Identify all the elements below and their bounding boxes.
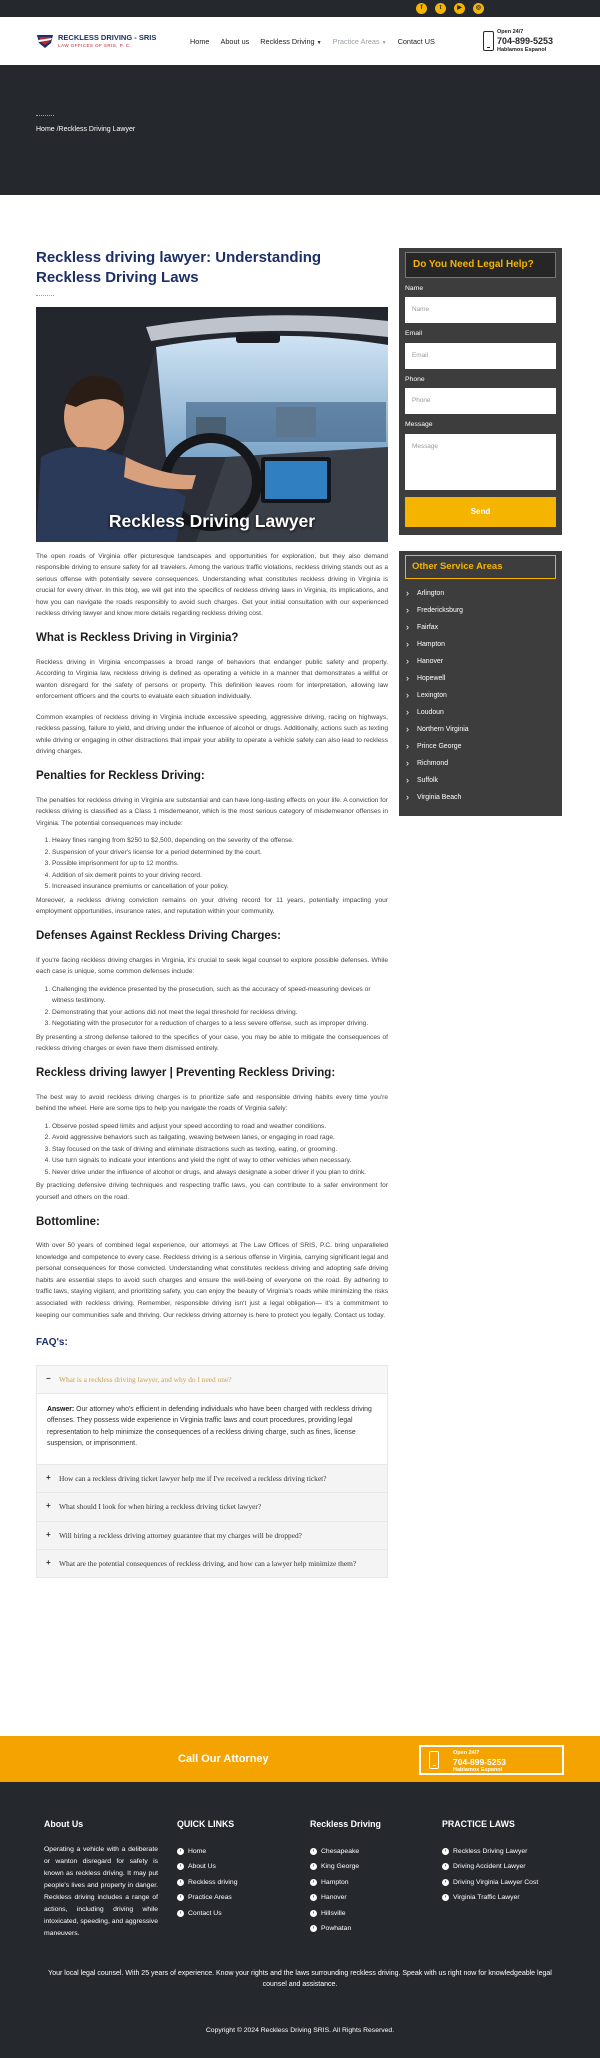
chevron-right-icon: › [442,1863,449,1870]
footer-link[interactable] [442,1859,538,1875]
nav-home[interactable]: Home [190,37,210,46]
footer-link[interactable] [310,1906,381,1922]
service-area-label: Hopewell [417,675,446,683]
chevron-down-icon: ▼ [381,40,387,46]
nav-practice-areas[interactable] [333,36,387,48]
faq-question-text: What should I look for when hiring a reckless driving ticket lawyer? [59,1502,262,1512]
penalties-paragraph: The penalties for reckless driving in Virginia are substantial and can have long-lasting effects on your life. A conviction for reckless driving is classified as a Class 1 misdemeanor, which is the most serious category of misdemeanor offenses in Virginia. The potential consequences may include: [36,796,388,827]
chevron-right-icon: › [310,1925,317,1932]
preventing-list [52,1121,388,1179]
preventing-paragraph: The best way to avoid reckless driving charges is to prioritize safe and responsible driving habits every time you're behind the wheel. Here are some tips to help you navigate the roads of Virginia safely: [36,1093,388,1113]
footer-link[interactable] [442,1844,538,1860]
phone-input[interactable]: Phone [405,388,556,414]
footer-link-label: Driving Virginia Lawyer Cost [453,1878,539,1886]
chevron-right-icon: › [406,690,409,701]
plus-icon: + [46,1472,51,1482]
chevron-right-icon: › [406,673,409,684]
heading-preventing: Reckless driving lawyer | Preventing Reckless Driving: [36,1066,336,1079]
footer-link[interactable] [177,1859,237,1875]
faq-question[interactable] [37,1549,387,1577]
footer-link-label: Chesapeake [321,1847,360,1855]
service-area-link[interactable] [405,687,556,704]
service-area-link[interactable] [405,653,556,670]
faq-question-open[interactable] [37,1366,387,1393]
header-phone[interactable] [483,28,563,56]
footer-link[interactable] [310,1844,381,1860]
footer-reckless-driving-title: Reckless Driving [310,1819,381,1829]
plus-icon: + [46,1529,51,1539]
chevron-right-icon: › [177,1848,184,1855]
footer-link[interactable] [177,1844,237,1860]
page-title: Reckless driving lawyer: Understanding Reckless Driving Laws [36,249,322,287]
service-area-label: Suffolk [417,777,438,785]
message-textarea[interactable]: Message [405,434,556,490]
footer-link-label: Driving Accident Lawyer [453,1863,526,1871]
cta-language: Hablamos Espanol [453,1767,503,1773]
defenses-paragraph: If you're facing reckless driving charges in Virginia, it's crucial to seek legal counsel to explore possible defenses. While each case is unique, some common defenses include: [36,956,388,976]
service-area-link[interactable] [405,772,556,789]
name-label: Name [405,284,424,292]
chevron-right-icon: › [310,1863,317,1870]
faq-accordion [36,1365,388,1579]
message-label: Message [405,421,433,429]
list-item: 1. Observe posted speed limits and adjust your speed according to road and weather conditions. [52,1121,388,1133]
service-area-label: Lexington [417,692,447,700]
article [36,248,388,1578]
car-interior-illustration [36,307,388,542]
footer-link[interactable] [177,1875,237,1891]
footer-about-title: About Us [44,1819,84,1829]
phone-open-hours: Open 24/7 [497,29,524,35]
chevron-right-icon: › [406,741,409,752]
phone-number: 704-899-5253 [497,36,554,46]
faq-question-text: What is a reckless driving lawyer, and why do I need one? [59,1374,232,1384]
footer-about [44,1818,158,1940]
footer-quick-links [177,1818,237,1921]
send-button[interactable]: Send [405,497,556,527]
page-banner [0,65,600,195]
footer-link-label: Virginia Traffic Lawyer [453,1894,520,1902]
defenses-list [52,984,388,1030]
name-input[interactable]: Name [405,297,556,323]
footer-quick-links-title: QUICK LINKS [177,1819,235,1829]
phone-language: Hablamos Espanol [497,47,547,53]
copyright: Copyright © 2024 Reckless Driving SRIS. All Rights Reserved. [205,2027,395,2034]
footer-link[interactable] [442,1890,538,1906]
list-item: 4. Addition of six demerit points to your driving record. [52,870,388,882]
chevron-right-icon: › [406,758,409,769]
list-item: 1. Challenging the evidence presented by the prosecution, such as the accuracy of speed-measuring devices or witness testimony. [52,984,388,1007]
chevron-right-icon: › [177,1894,184,1901]
mobile-phone-icon [429,1751,439,1769]
email-input[interactable]: Email [405,343,556,369]
faq-question[interactable] [37,1492,387,1520]
list-item: 5. Never drive under the influence of alcohol or drugs, and always designate a sober driver if you plan to drink. [52,1167,388,1179]
list-item: 2. Demonstrating that your actions did not meet the legal threshold for reckless driving. [52,1007,388,1019]
what-paragraph-2: Common examples of reckless driving in Virginia include excessive speeding, aggressive driving, racing on highways, reckless passing, failure to yield, and driving under the influence of alcohol or drugs. Additionally, actions such as texting while driving or engaging in other distractions that impair your ability to operate a vehicle safely can also lead to reckless driving charges. [36,713,388,756]
bottomline-paragraph: With over 50 years of combined legal experience, our attorneys at The Law Offices of SRIS, P.C. bring unparalleled knowledge and competence to every case. Reckless driving is a serious offense in Virginia, carrying significant legal and personal consequences for those convicted. Understanding what constitutes reckless driving and adopting safe driving habits are essential steps to avoid such charges and ensure the well-being of everyone on the road. By adhering to traffic laws, staying vigilant, and prioritizing safety, you can enjoy the beauty of Virginia's roads while minimizing the risks associated with reckless driving. Remember, responsible driving isn't just a legal obligation— it's a commitment to keeping our communities safe and thriving. Our reckless driving attorney is here to protect you legally. Contact us today. [36,1242,388,1319]
minus-icon: − [46,1373,51,1383]
list-item: 3. Negotiating with the prosecutor for a reduction of charges to a less severe offense, such as improper driving. [52,1018,388,1030]
nav-reckless-driving-label: Reckless Driving [260,37,315,46]
list-item: 2. Avoid aggressive behaviors such as tailgating, weaving between lanes, or engaging in road rage. [52,1132,388,1144]
faq-question-text: Will hiring a reckless driving attorney guarantee that my charges will be dropped? [59,1530,302,1540]
faq-answer-label: Answer: [47,1406,75,1414]
chevron-right-icon: › [310,1848,317,1855]
banner-divider [36,115,54,116]
penalties-after-paragraph: Moreover, a reckless driving conviction remains on your driving record for 11 years, potentially impacting your employment opportunities, insurance rates, and reputation within your community. [36,896,388,916]
chevron-right-icon: › [406,656,409,667]
service-area-label: Fairfax [417,624,439,632]
service-area-link[interactable] [405,755,556,772]
list-item: 2. Suspension of your driver's license for a period determined by the court. [52,847,388,859]
top-bar [0,0,600,17]
footer-link-label: About Us [188,1863,216,1871]
footer-link-label: Reckless driving [188,1878,238,1886]
call-attorney-bar [0,1736,600,1782]
service-areas [399,551,562,817]
twitter-icon[interactable]: t [435,3,446,14]
service-areas-list [405,585,556,806]
logo-subtitle: LAW OFFICES OF SRIS, P. C. [58,43,132,48]
service-area-link[interactable] [405,670,556,687]
main-nav [190,36,435,48]
site-header [0,17,600,65]
plus-icon: + [46,1501,51,1511]
nav-about[interactable]: About us [220,37,250,46]
chevron-right-icon: › [406,775,409,786]
instagram-icon[interactable]: ◎ [473,3,484,14]
plus-icon: + [46,1558,51,1567]
footer-link[interactable] [310,1859,381,1875]
footer-link-label: Hanover [321,1894,347,1902]
nav-contact[interactable]: Contact US [397,37,435,46]
faq-question-text: How can a reckless driving ticket lawyer help me if I've received a reckless driving ticket? [59,1473,327,1483]
cta-phone-number: 704-899-5253 [453,1757,506,1767]
chevron-right-icon: › [406,605,409,616]
list-item: 3. Possible imprisonment for up to 12 months. [52,858,388,870]
intro-paragraph: The open roads of Virginia offer picturesque landscapes and opportunities for exploration, but they also demand responsible driving to ensure safety for all travelers. Among the various traffic violations, reckless driving stands out as a serious offense with potentially severe consequences. Understanding what constitutes reckless driving in Virginia is crucial for every driver. In this blog, we will get into the specifics of reckless driving laws in Virginia, its implications, and how you can navigate the roads responsibly to avoid such charges. Get your initial consultation with our experienced reckless driving lawyer and know more details regarding reckless driving cost. [36,552,388,618]
service-area-link[interactable] [405,704,556,721]
footer-link-label: Home [188,1847,207,1855]
what-paragraph-1: Reckless driving in Virginia encompasses a broad range of behaviors that endanger public safety and property. According to Virginia law, reckless driving is defined as operating a vehicle in a manner that demonstrates a willful or wanton disregard for the safety of persons or property. This definition leaves room for interpretation, allowing law enforcement officers and the courts to evaluate each situation individually. [36,658,388,701]
service-area-link[interactable] [405,721,556,738]
service-area-label: Virginia Beach [417,794,462,802]
chevron-right-icon: › [177,1863,184,1870]
footer-link-label: Hampton [321,1878,349,1886]
youtube-icon[interactable]: ▶ [454,3,465,14]
service-area-link[interactable] [405,738,556,755]
service-area-label: Fredericksburg [417,607,463,615]
logo-name: RECKLESS DRIVING - SRIS [58,33,157,42]
penalties-list [52,835,388,893]
hero-caption: Reckless Driving Lawyer [108,511,316,532]
service-area-link[interactable] [405,636,556,653]
footer-link-label: Practice Areas [188,1894,232,1902]
heading-penalties: Penalties for Reckless Driving: [36,769,205,782]
faq-answer-text: Our attorney who's efficient in defending individuals who have been charged with reckless driving offenses. They possess wide experience in Virginia traffic laws and court procedures, providing legal representation to help minimize the consequences of a reckless driving charge, such as fines, license suspension, or imprisonment. [47,1406,372,1448]
facebook-icon[interactable]: f [416,3,427,14]
service-area-label: Loudoun [417,709,444,717]
footer-link[interactable] [177,1906,237,1922]
chevron-right-icon: › [442,1879,449,1886]
faq-heading: FAQ's: [36,1337,68,1349]
hero-image [36,307,388,542]
defenses-after-paragraph: By presenting a strong defense tailored to the specifics of your case, you may be able to mitigate the consequences of reckless driving charges or even have them dismissed entirely. [36,1033,388,1053]
footer-link[interactable] [177,1890,237,1906]
chevron-right-icon: › [406,724,409,735]
breadcrumb[interactable]: Home /Reckless Driving Lawyer [36,126,136,133]
chevron-right-icon: › [406,622,409,633]
cta-open-hours: Open 24/7 [453,1750,480,1756]
footer-link-label: Reckless Driving Lawyer [453,1847,528,1855]
footer-practice-laws [442,1818,538,1906]
footer-link-label: Powhatan [321,1925,352,1933]
footer-link[interactable] [310,1875,381,1891]
site-logo[interactable] [36,31,157,53]
heading-what-is: What is Reckless Driving in Virginia? [36,631,239,644]
preventing-after-paragraph: By practicing defensive driving techniques and respecting traffic laws, you can contribute to a safer environment for yourself and others on the road. [36,1182,388,1201]
faq-question[interactable] [37,1521,387,1549]
footer-link[interactable] [310,1921,381,1937]
chevron-right-icon: › [177,1910,184,1917]
chevron-right-icon: › [442,1894,449,1901]
footer-link[interactable] [442,1875,538,1891]
chevron-right-icon: › [406,639,409,650]
service-area-label: Hanover [417,658,444,666]
service-area-label: Richmond [417,760,449,768]
chevron-right-icon: › [177,1879,184,1886]
footer-link[interactable] [310,1890,381,1906]
service-area-link[interactable] [405,619,556,636]
faq-answer [37,1393,387,1464]
list-item: 3. Stay focused on the task of driving and eliminate distractions such as texting, eating, or grooming. [52,1144,388,1156]
faq-question[interactable] [37,1464,387,1492]
footer-practice-laws-title: PRACTICE LAWS [442,1819,515,1829]
list-item: 1. Heavy fines ranging from $250 to $2,500, depending on the severity of the offense. [52,835,388,847]
chevron-right-icon: › [310,1879,317,1886]
service-area-label: Hampton [417,641,445,649]
nav-reckless-driving[interactable] [260,36,321,48]
footer-note: Your local legal counsel. With 25 years of experience. Know your rights and the laws surrounding reckless driving. Speak with us right now for knowledgeable legal counsel and assistance. [48,1970,552,1989]
nav-practice-areas-label: Practice Areas [332,37,380,46]
site-footer [0,1782,600,2058]
chevron-down-icon: ▼ [316,40,322,46]
service-area-label: Prince George [417,743,462,751]
footer-about-text: Operating a vehicle with a deliberate or wanton disregard for safety is known as reckless driving. It may put people's lives and property in danger. Reckless driving includes a range of actions, including driving while intoxicated, speeding, and aggressive maneuvers. [44,1845,158,1938]
sidebar [399,248,562,816]
service-area-link[interactable] [405,789,556,806]
chevron-right-icon: › [406,707,409,718]
service-area-label: Northern Virginia [417,726,469,734]
list-item: 4. Use turn signals to indicate your intentions and yield the right of way to other vehicles when necessary. [52,1155,388,1167]
service-area-link[interactable] [405,602,556,619]
faq-question-text: What are the potential consequences of reckless driving, and how can a lawyer help minimize them? [59,1559,357,1568]
logo-shield-icon [36,33,54,49]
chevron-right-icon: › [310,1894,317,1901]
chevron-right-icon: › [442,1848,449,1855]
service-areas-title: Other Service Areas [405,555,556,580]
chevron-right-icon: › [406,588,409,599]
legal-help-form [399,248,562,535]
cta-text: Call Our Attorney [178,1753,269,1765]
title-divider [36,295,54,296]
mobile-phone-icon [483,31,494,51]
heading-bottomline: Bottomline: [36,1215,100,1228]
heading-defenses: Defenses Against Reckless Driving Charges: [36,929,281,942]
chevron-right-icon: › [310,1910,317,1917]
footer-link-label: Contact Us [188,1909,222,1917]
chevron-right-icon: › [406,792,409,803]
social-links [416,3,484,14]
form-title: Do You Need Legal Help? [405,252,556,278]
service-area-link[interactable] [405,585,556,602]
footer-reckless-driving [310,1818,381,1937]
footer-link-label: Hillsville [321,1909,346,1917]
cta-phone-button[interactable] [419,1745,564,1775]
service-area-label: Arlington [417,590,445,598]
list-item: 5. Increased insurance premiums or cancellation of your policy. [52,881,388,893]
email-label: Email [405,330,422,338]
footer-link-label: King George [321,1863,360,1871]
phone-label: Phone [405,375,425,383]
